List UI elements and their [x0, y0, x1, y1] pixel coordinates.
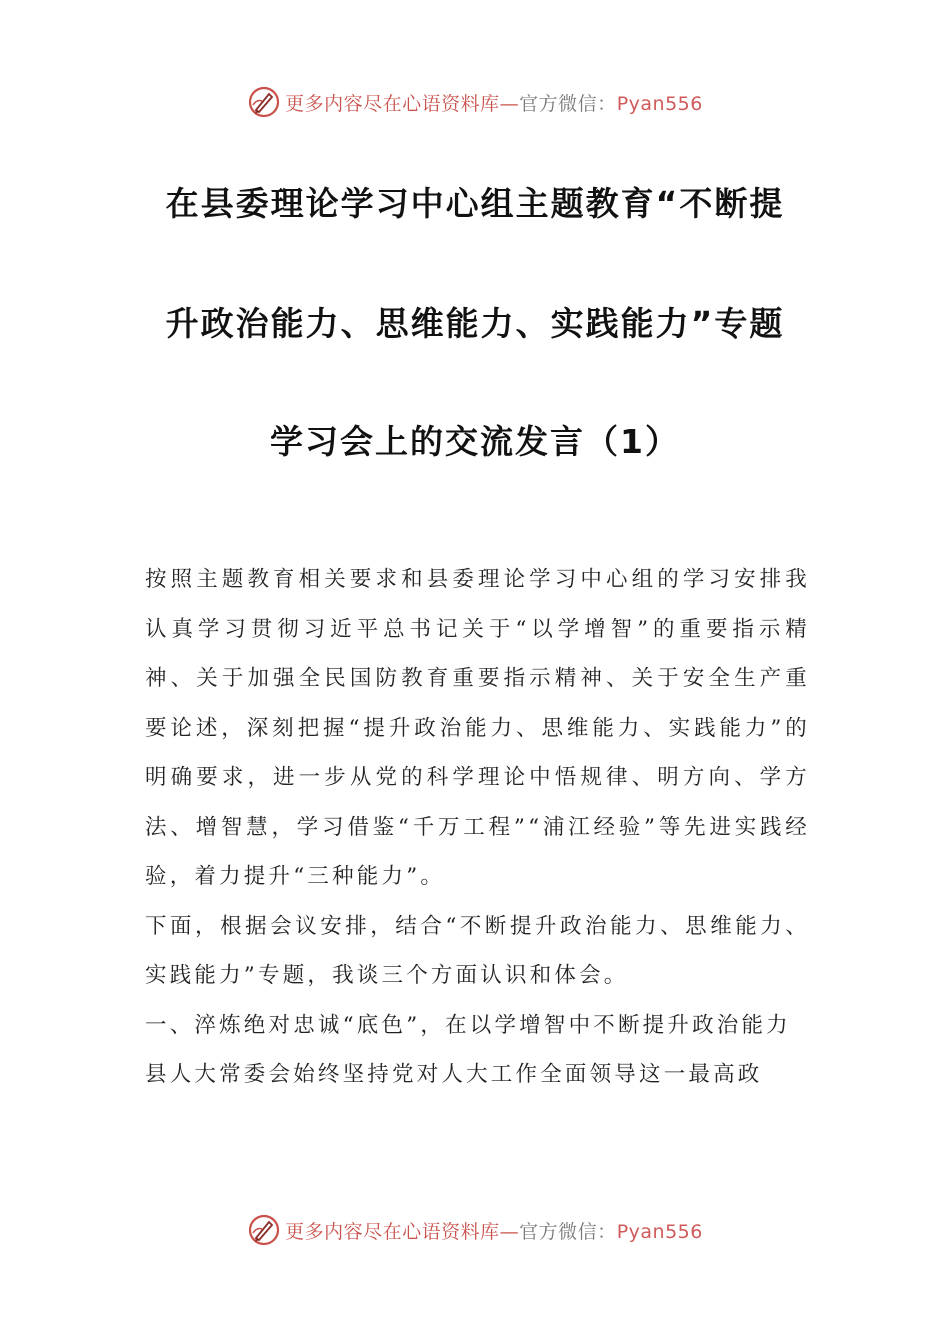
banner-site-text: 更多内容尽在心语资料库: [285, 92, 500, 115]
pen-circle-logo-icon: [247, 1213, 281, 1247]
section-heading: 一、淬炼绝对忠诚“底色”，在以学增智中不断提升政治能力: [145, 1012, 791, 1038]
banner-wechat-label: 官方微信：: [519, 1220, 617, 1243]
banner-wechat-id: Pyan556: [616, 1220, 703, 1243]
banner-wechat-label: 官方微信：: [519, 92, 617, 115]
banner-text: [285, 1217, 703, 1244]
banner-dash: —: [499, 1220, 520, 1243]
footer-banner: [0, 1210, 950, 1250]
header-banner: [0, 82, 950, 122]
title-line-1: 在县委理论学习中心组主题教育“不断提: [165, 184, 785, 223]
title-line-3: 学习会上的交流发言（1）: [270, 422, 680, 461]
title-line-2: 升政治能力、思维能力、实践能力”专题: [165, 304, 785, 343]
banner-wechat-id: Pyan556: [616, 92, 703, 115]
banner-text: [285, 89, 703, 116]
document-body: [145, 555, 810, 1100]
pen-circle-logo-icon: [247, 85, 281, 119]
banner-site-text: 更多内容尽在心语资料库: [285, 1220, 500, 1243]
body-paragraph: 下面，根据会议安排，结合“不断提升政治能力、思维能力、实践能力”专题，我谈三个方面认识和体会。: [145, 913, 810, 988]
banner-dash: —: [499, 92, 520, 115]
body-paragraph: 按照主题教育相关要求和县委理论学习中心组的学习安排我认真学习贯彻习近平总书记关于“以学增智”的重要指示精神、关于加强全民国防教育重要指示精神、关于安全生产重要论述，深刻把握“提升政治能力、思维能力、实践能力”的明确要求，进一步从党的科学理论中悟规律、明方向、学方法、增智慧，学习借鉴“千万工程”“浦江经验”等先进实践经验，着力提升“三种能力”。: [145, 567, 810, 889]
body-paragraph: 县人大常委会始终坚持党对人大工作全面领导这一最高政: [145, 1062, 763, 1087]
